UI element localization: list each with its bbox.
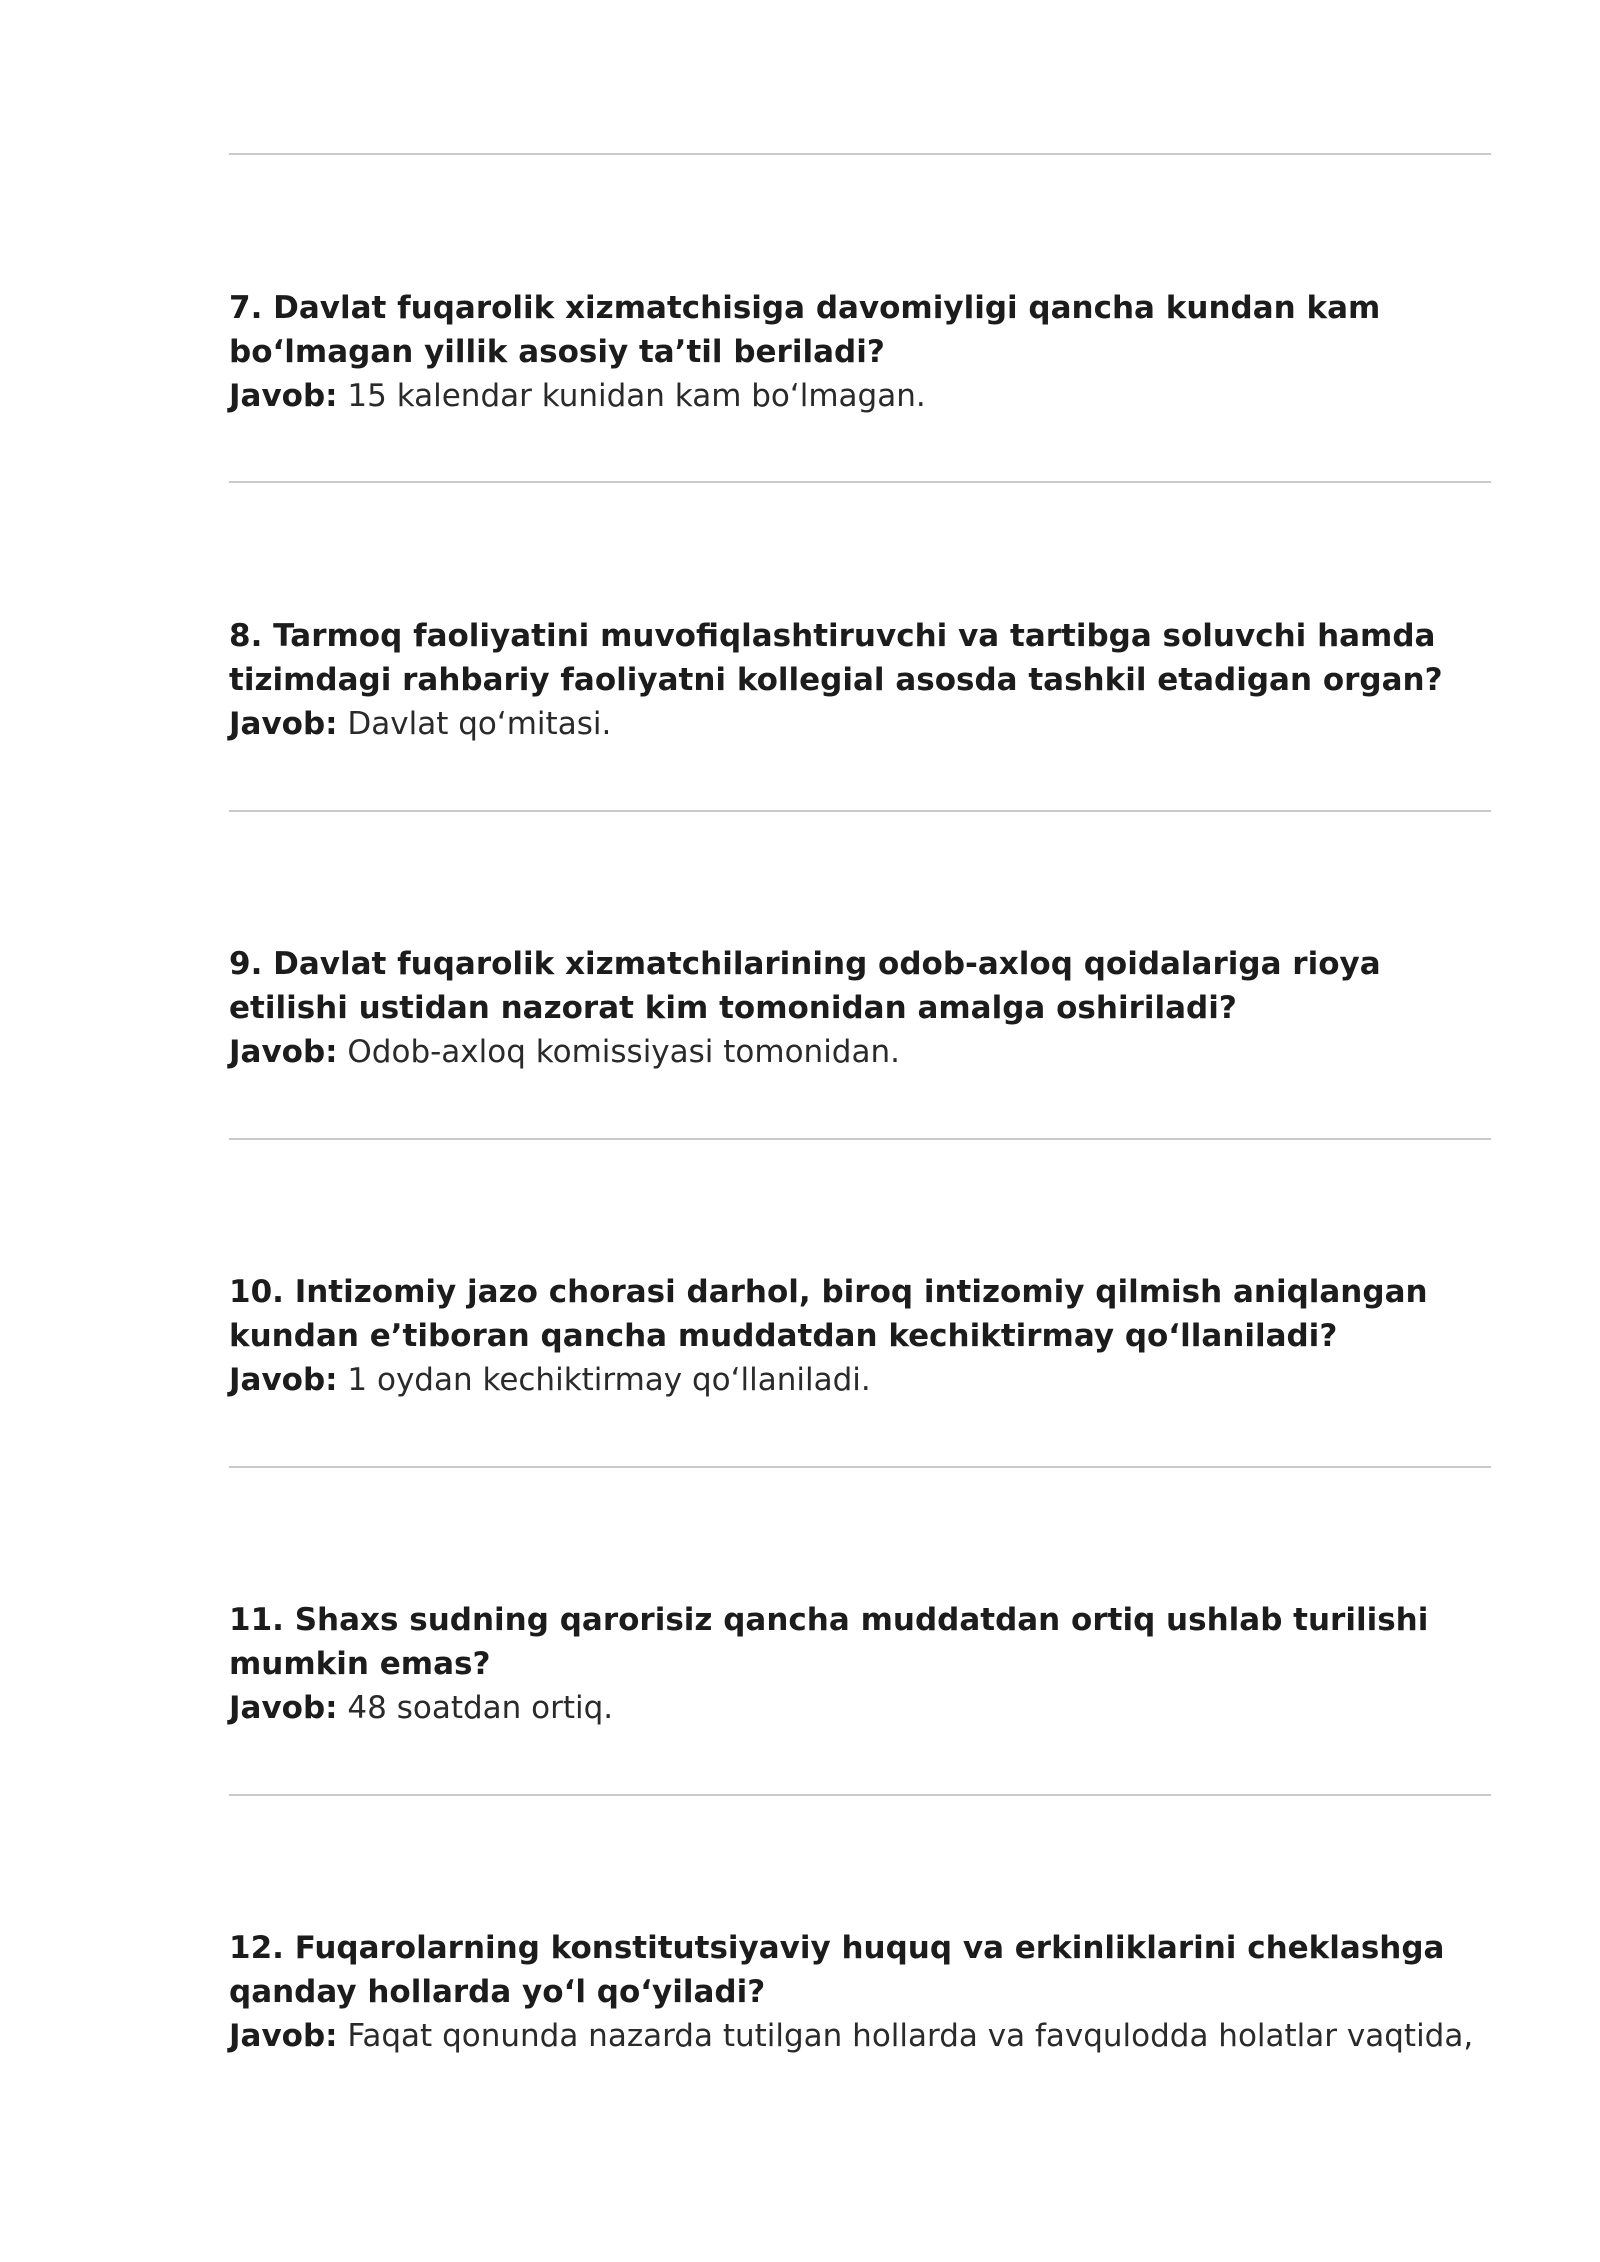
answer-value: Davlat qo‘mitasi.	[337, 706, 612, 742]
question-text: 11. Shaxs sudning qarorisiz qancha muddatdan ortiq ushlab turilishi mumkin emas?	[229, 1602, 1429, 1682]
answer-label: Javob:	[229, 1034, 338, 1070]
separator-line	[229, 153, 1491, 155]
separator-line	[229, 481, 1491, 483]
answer-text	[229, 1030, 1491, 1074]
answer-text	[229, 1686, 1491, 1730]
answer-label: Javob:	[229, 1690, 338, 1726]
qa-item-7	[229, 286, 1491, 418]
question-text: 8. Tarmoq faoliyatini muvofiqlashtiruvchi va tartibga soluvchi hamda tizimdagi rahbariy faoliyatni kollegial asosda tashkil etadigan organ?	[229, 618, 1443, 698]
answer-text	[229, 1358, 1491, 1402]
answer-value: Faqat qonunda nazarda tutilgan hollarda va favqulodda holatlar vaqtida,	[337, 2018, 1474, 2054]
separator-line	[229, 810, 1491, 812]
question-text: 12. Fuqarolarning konstitutsiyaviy huquq va erkinliklarini cheklashga qanday hollarda yo‘l qo‘yiladi?	[229, 1930, 1445, 2010]
answer-text	[229, 2014, 1491, 2058]
answer-value: 15 kalendar kunidan kam bo‘lmagan.	[337, 378, 926, 414]
question-text: 7. Davlat fuqarolik xizmatchisiga davomiyligi qancha kundan kam bo‘lmagan yillik asosiy ta’til beriladi?	[229, 290, 1381, 370]
separator-line	[229, 1794, 1491, 1796]
qa-item-8	[229, 614, 1491, 746]
answer-label: Javob:	[229, 2018, 338, 2054]
answer-text	[229, 702, 1491, 746]
answer-label: Javob:	[229, 706, 338, 742]
separator-line	[229, 1466, 1491, 1468]
answer-label: Javob:	[229, 378, 338, 414]
qa-item-10	[229, 1270, 1491, 1402]
qa-item-12	[229, 1926, 1491, 2058]
answer-value: 48 soatdan ortiq.	[337, 1690, 614, 1726]
answer-value: Odob-axloq komissiyasi tomonidan.	[337, 1034, 900, 1070]
answer-text	[229, 374, 1491, 418]
answer-label: Javob:	[229, 1362, 338, 1398]
qa-item-9	[229, 942, 1491, 1074]
answer-value: 1 oydan kechiktirmay qo‘llaniladi.	[337, 1362, 871, 1398]
question-text: 10. Intizomiy jazo chorasi darhol, biroq intizomiy qilmish aniqlangan kundan e’tiboran qancha muddatdan kechiktirmay qo‘llaniladi?	[229, 1274, 1428, 1354]
question-text: 9. Davlat fuqarolik xizmatchilarining odob-axloq qoidalariga rioya etilishi ustidan nazorat kim tomonidan amalga oshiriladi?	[229, 946, 1381, 1026]
qa-item-11	[229, 1598, 1491, 1730]
separator-line	[229, 1138, 1491, 1140]
